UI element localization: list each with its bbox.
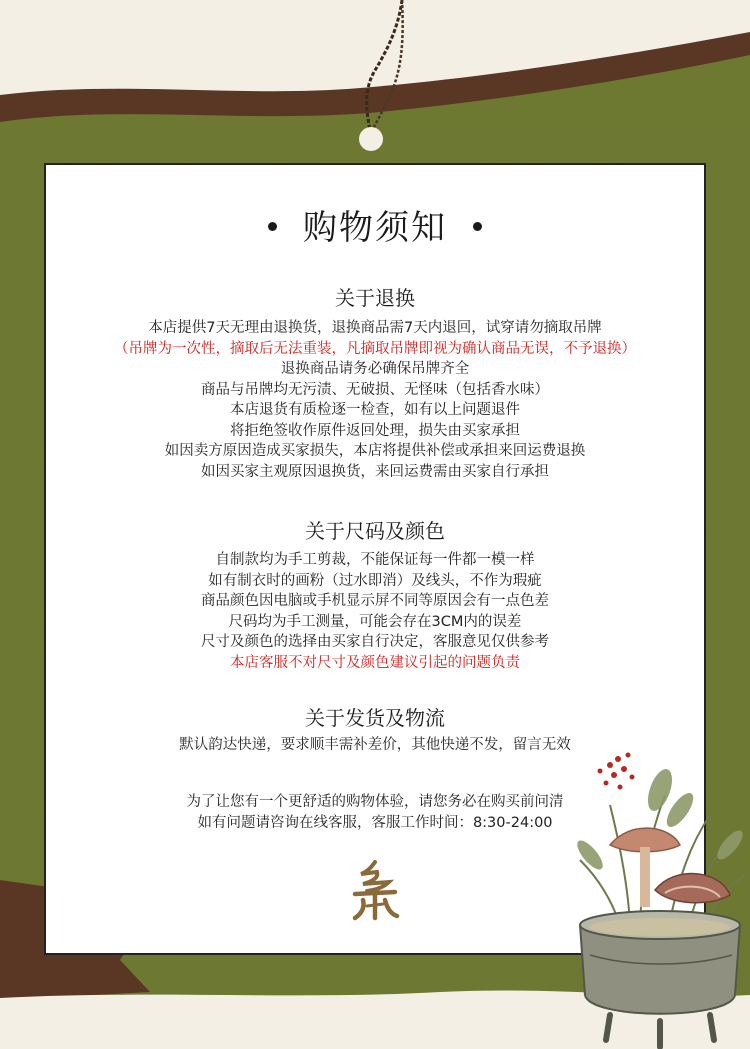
body-line-highlight: 本店客服不对尺寸及颜色建议引起的问题负责: [230, 654, 520, 671]
bullet-icon: [473, 222, 482, 231]
section-heading-size-color: 关于尺码及颜色: [305, 519, 445, 543]
footer-line: 为了让您有一个更舒适的购物体验，请您务必在购买前问清: [186, 794, 564, 810]
body-line: 尺码均为手工测量，可能会存在3CM内的误差: [228, 613, 522, 630]
body-line: 本店提供7天无理由退换货，退换商品需7天内退回，试穿请勿摘取吊牌: [148, 320, 602, 336]
brand-calligraphy-logo-icon: [349, 860, 401, 924]
body-line: 商品颜色因电脑或手机显示屏不同等原因会有一点色差: [201, 593, 549, 609]
section-heading-shipping: 关于发货及物流: [305, 706, 445, 730]
body-line: 如因买家主观原因退换货，来回运费需由买家自行承担: [201, 463, 549, 480]
body-line: 如有制衣时的画粉（过水即消）及线头，不作为瑕疵: [208, 572, 542, 589]
body-line: 将拒绝签收作原件返回处理，损失由买家承担: [230, 422, 520, 439]
body-line-highlight: （吊牌为一次性，摘取后无法重装，凡摘取吊牌即视为确认商品无误，不予退换）: [114, 340, 636, 357]
body-line: 退换商品请务必确保吊牌齐全: [280, 361, 470, 377]
body-line: 商品与吊牌均无污渍、无破损、无怪味（包括香水味）: [201, 381, 549, 398]
tag-string-icon: [340, 0, 430, 160]
mushroom-planter-illustration-icon: [570, 735, 750, 1049]
body-line: 如因卖方原因造成买家损失，本店将提供补偿或承担来回运费退换: [164, 443, 586, 459]
body-line: 默认韵达快递，要求顺丰需补差价，其他快递不发，留言无效: [179, 737, 571, 753]
page-title-text: 购物须知: [303, 208, 447, 248]
body-line: 自制款均为手工剪裁，不能保证每一件都一模一样: [215, 552, 535, 568]
section-heading-returns: 关于退换: [335, 286, 415, 310]
section-body-returns: [0, 318, 750, 482]
body-line: 尺寸及颜色的选择由买家自行决定，客服意见仅供参考: [201, 634, 549, 650]
section-body-size-color: [0, 550, 750, 673]
page-title: [0, 200, 750, 249]
body-line: 本店退货有质检逐一检查，如有以上问题退件: [230, 402, 520, 418]
footer-line: 如有问题请咨询在线客服，客服工作时间：8:30-24:00: [197, 815, 553, 831]
bullet-icon: [268, 222, 277, 231]
